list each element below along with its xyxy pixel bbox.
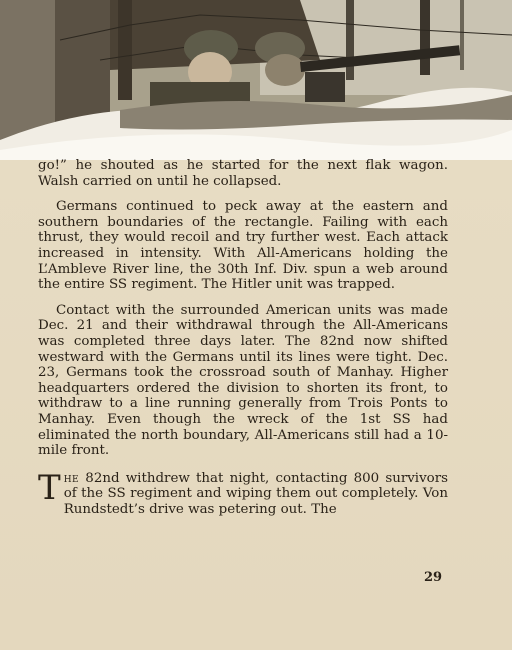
paragraph: go!” he shouted as he started for the next flak wagon. Walsh carried on until he collapsed. [38, 158, 448, 189]
final-paragraph [38, 467, 448, 518]
paragraph: Germans continued to peck away at the eastern and southern boundaries of the rectangle. Failing with each thrust, they would recoil and try further west. Each attack increased in intensity. With All-Americans holding the L’Ambleve River line, the 30th Inf. Div. spun a web around the entire SS regiment. The Hitler unit was trapped. [38, 199, 448, 293]
drop-cap: T [38, 467, 61, 508]
paragraph-text: 82nd withdrew that night, contacting 800 survivors of the SS regiment and wiping them out completely. Von Rundstedt’s drive was petering out. The [63, 470, 448, 517]
soldiers-in-foxhole-photo [0, 0, 512, 160]
paragraph: Contact with the surrounded American units was made Dec. 21 and their withdrawal through the All-Americans was completed three days later. The 82nd now shifted westward with the Germans until its lines were tight. Dec. 23, Germans took the crossroad south of Manhay. Higher headquarters ordered the division to shorten its front, to withdraw to a line running generally from Trois Ponts to Manhay. Even though the wreck of the 1st SS had eliminated the north boundary, All-Americans still had a 10-mile front. [38, 302, 448, 459]
article-body [38, 158, 448, 527]
page-number: 29 [424, 570, 443, 585]
smallcaps-word: he [63, 470, 80, 486]
